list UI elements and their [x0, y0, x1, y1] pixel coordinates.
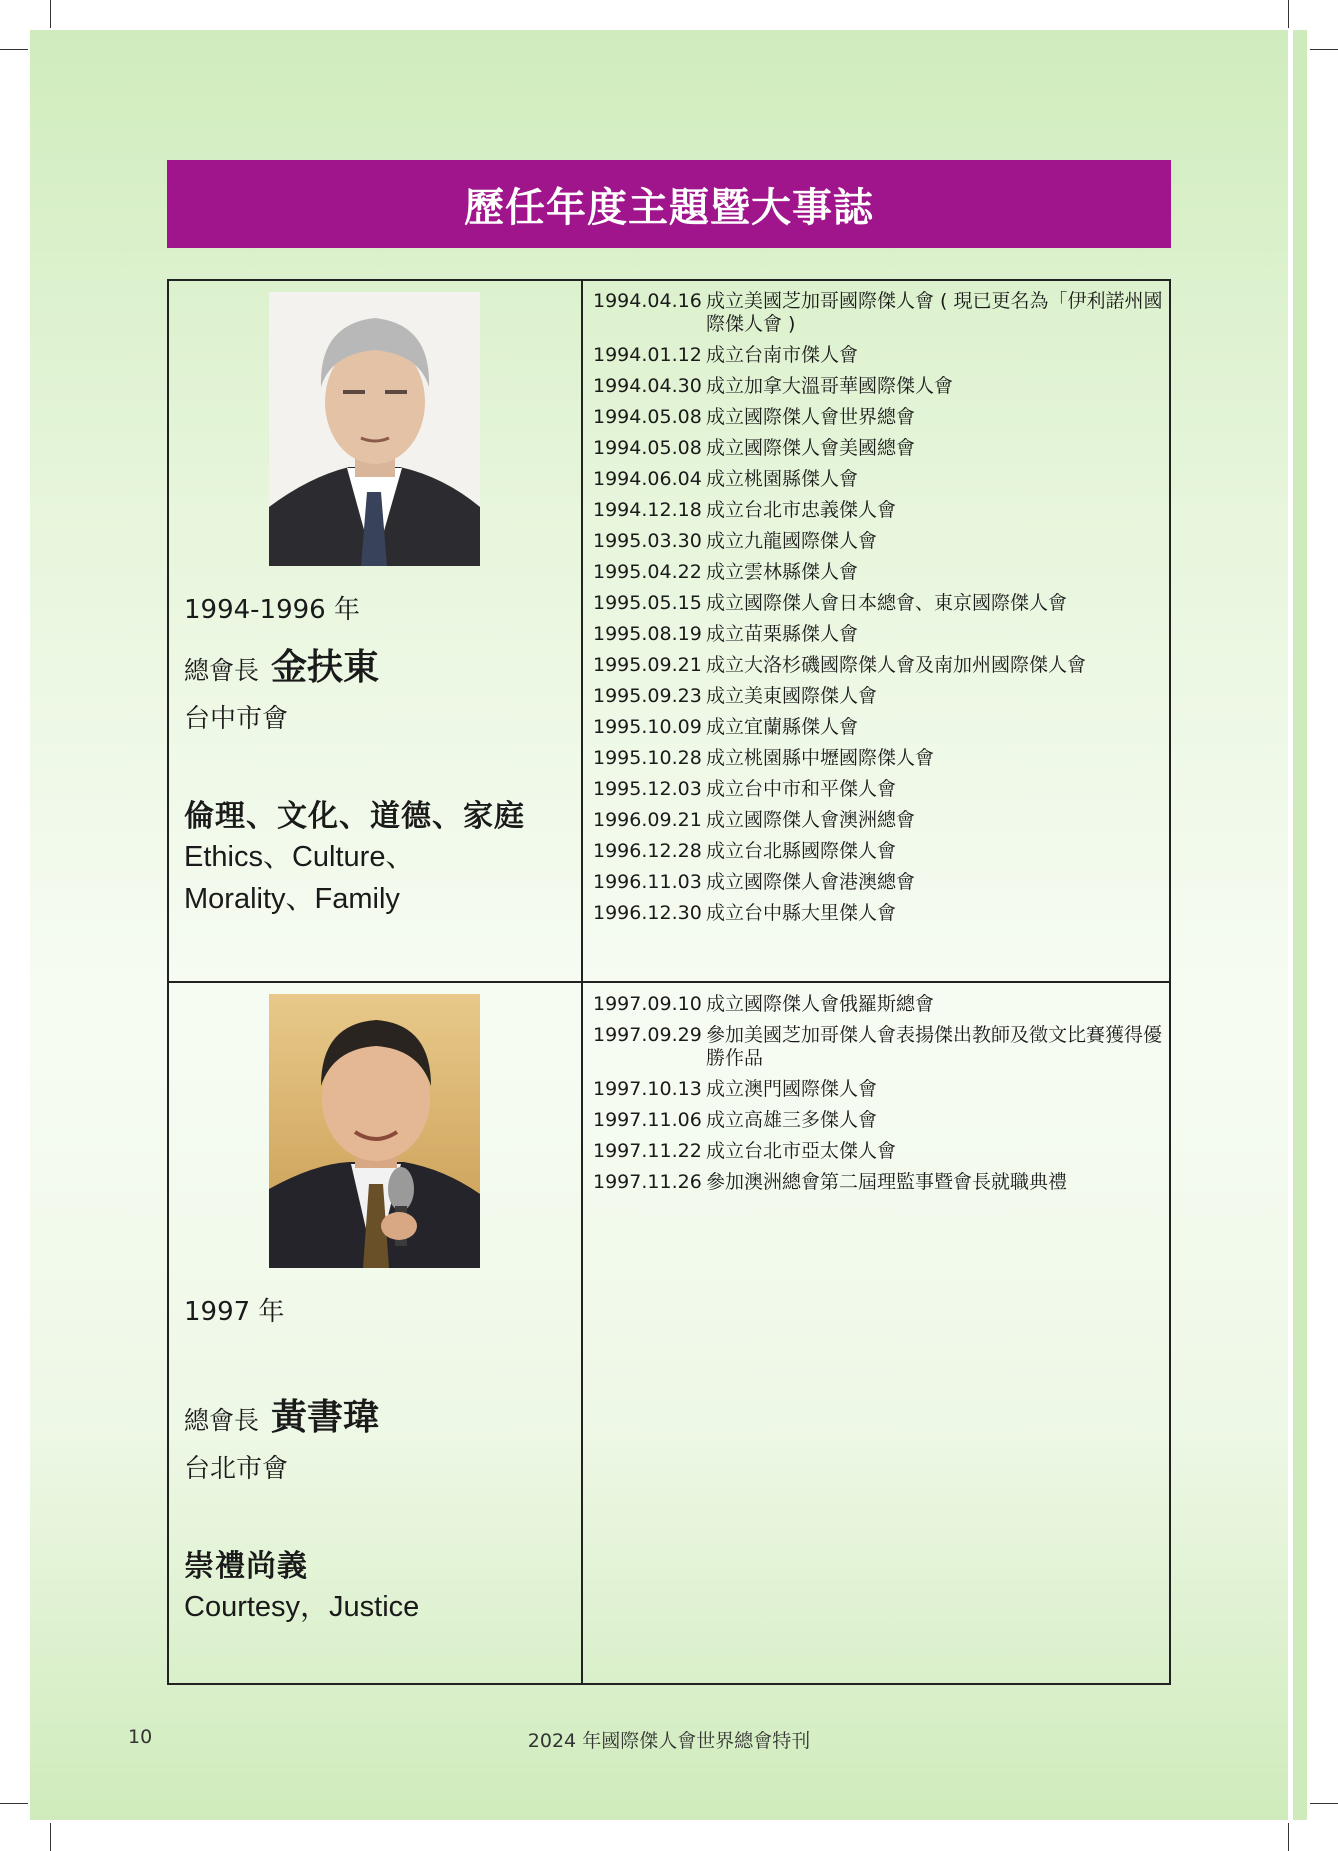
- president-line-1: [184, 639, 379, 690]
- list-item: 1994.04.30 成立加拿大溫哥華國際傑人會: [593, 375, 954, 397]
- theme-zh-2: 崇禮尚義: [184, 1549, 308, 1584]
- list-item: 1997.11.26 參加澳洲總會第二屆理監事暨會長就職典禮: [593, 1171, 1068, 1193]
- period-1: 1994-1996 年: [184, 595, 360, 625]
- footer-publication-title: 2024 年國際傑人會世界總會特刊: [527, 1730, 811, 1752]
- list-item: 1996.09.21 成立國際傑人會澳洲總會: [593, 809, 916, 831]
- list-item: 1997.11.22 成立台北市亞太傑人會: [593, 1140, 897, 1162]
- list-item: 1994.01.12 成立台南市傑人會: [593, 344, 859, 366]
- list-item: 1995.10.28 成立桃園縣中壢國際傑人會: [593, 747, 935, 769]
- president-label-2: 總會長: [184, 1406, 260, 1435]
- crop-mark: [50, 1823, 51, 1851]
- list-item: 1995.04.22 成立雲林縣傑人會: [593, 561, 859, 583]
- theme-zh-1: 倫理、文化、道德、家庭: [184, 799, 525, 834]
- list-item: 1995.09.21 成立大洛杉磯國際傑人會及南加州國際傑人會: [593, 654, 1087, 676]
- list-item: 1995.05.15 成立國際傑人會日本總會、東京國際傑人會: [593, 592, 1068, 614]
- list-item: 1995.12.03 成立台中市和平傑人會: [593, 778, 897, 800]
- list-item: 1994.05.08 成立國際傑人會美國總會: [593, 437, 916, 459]
- list-item: 1994.06.04 成立桃園縣傑人會: [593, 468, 859, 490]
- list-item: 1995.03.30 成立九龍國際傑人會: [593, 530, 878, 552]
- president-photo-2: [269, 994, 480, 1268]
- history-table: [167, 279, 1171, 1685]
- list-item: 1997.09.10 成立國際傑人會俄羅斯總會: [593, 993, 935, 1015]
- list-item: 1996.12.30 成立台中縣大里傑人會: [593, 902, 897, 924]
- theme-en-2-line1: Courtesy，Justice: [184, 1591, 420, 1623]
- crop-mark: [1310, 49, 1338, 50]
- list-item: 1994.04.16 成立美國芝加哥國際傑人會 ( 現已更名為「伊利諾州國際傑人會 ): [593, 290, 1163, 335]
- list-item: 1994.12.18 成立台北市忠義傑人會: [593, 499, 897, 521]
- president-name-1: 金扶東: [271, 647, 380, 688]
- list-item: 1995.09.23 成立美東國際傑人會: [593, 685, 878, 707]
- list-item: 1995.10.09 成立宜蘭縣傑人會: [593, 716, 859, 738]
- list-item: 1997.10.13 成立澳門國際傑人會: [593, 1078, 878, 1100]
- crop-mark: [1310, 1803, 1338, 1804]
- president-name-2: 黃書瑋: [271, 1397, 380, 1438]
- page-number: 10: [128, 1726, 153, 1748]
- club-2: 台北市會: [184, 1454, 289, 1484]
- club-1: 台中市會: [184, 704, 289, 734]
- list-item: 1995.08.19 成立苗栗縣傑人會: [593, 623, 859, 645]
- crop-mark: [50, 0, 51, 28]
- crop-mark: [0, 49, 28, 50]
- row-divider: [169, 981, 1169, 983]
- crop-mark: [1288, 1823, 1289, 1851]
- president-label-1: 總會長: [184, 656, 260, 685]
- page-title: 歷任年度主題暨大事誌: [167, 160, 1171, 248]
- list-item: 1996.11.03 成立國際傑人會港澳總會: [593, 871, 916, 893]
- theme-en-1-line1: Ethics、Culture、: [184, 841, 415, 873]
- period-2: 1997 年: [184, 1297, 285, 1327]
- crop-mark: [1288, 0, 1289, 28]
- theme-en-1-line2: Morality、Family: [184, 883, 400, 915]
- president-photo-1: [269, 292, 480, 566]
- list-item: 1994.05.08 成立國際傑人會世界總會: [593, 406, 916, 428]
- crop-mark: [0, 1803, 28, 1804]
- page-edge-strip: [1293, 30, 1307, 1820]
- list-item: 1997.09.29 參加美國芝加哥傑人會表揚傑出教師及徵文比賽獲得優勝作品: [593, 1024, 1163, 1069]
- president-line-2: [184, 1389, 379, 1440]
- events-list-2: [593, 993, 1163, 1202]
- list-item: 1996.12.28 成立台北縣國際傑人會: [593, 840, 897, 862]
- list-item: 1997.11.06 成立高雄三多傑人會: [593, 1109, 878, 1131]
- events-list-1: [593, 290, 1163, 933]
